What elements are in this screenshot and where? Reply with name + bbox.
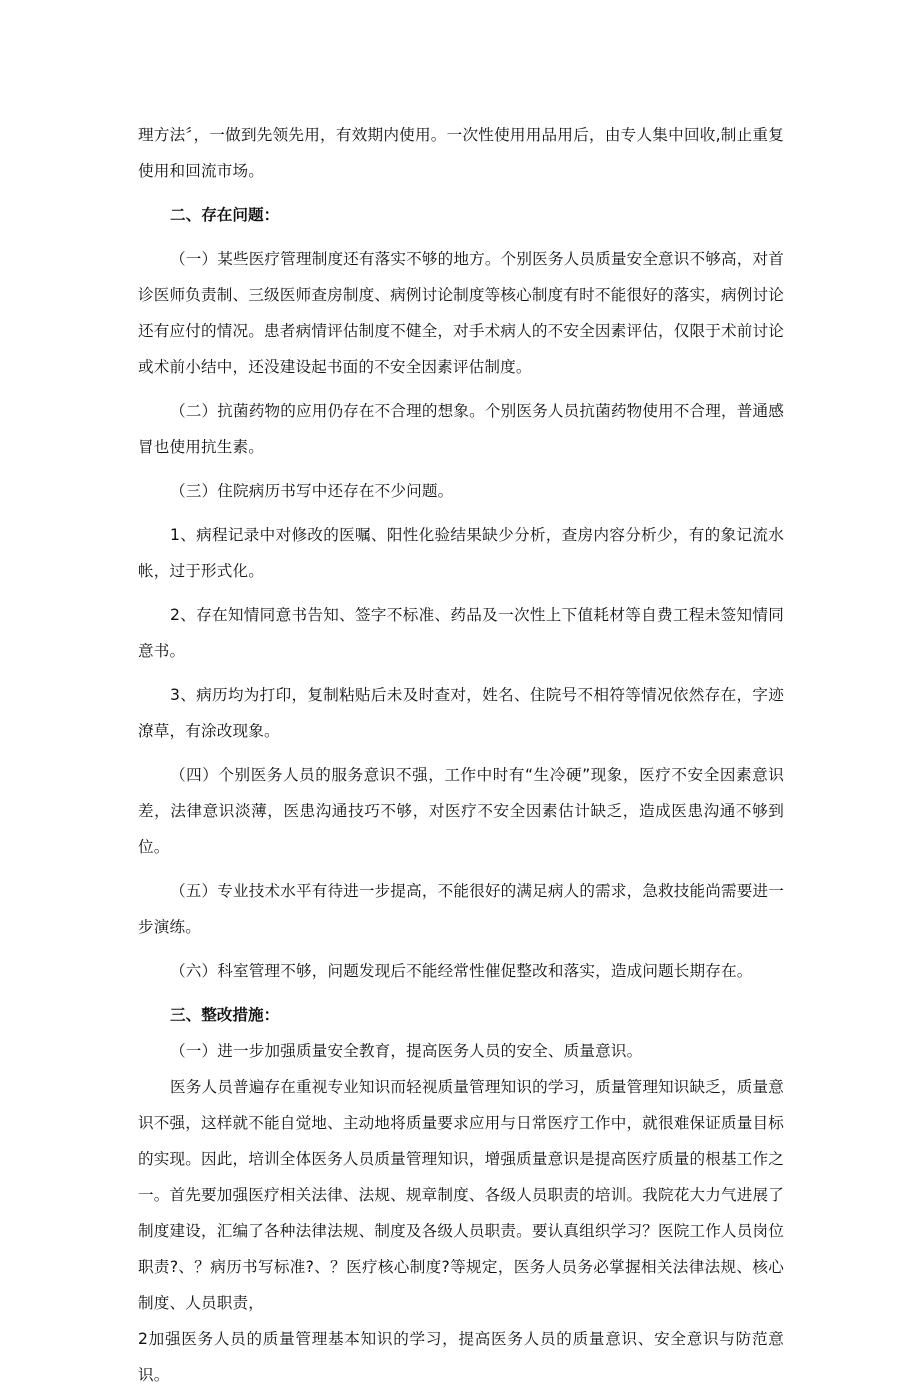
paragraph-problem-6: （六）科室管理不够，问题发现后不能经常性催促整改和落实，造成问题长期存在。 (170, 962, 753, 980)
document-body (138, 117, 784, 1393)
paragraph-problem-4: （四）个别医务人员的服务意识不强，工作中时有“生冷硬”现象，医疗不安全因素意识差，法律意识淡薄，医患沟通技巧不够，对医疗不安全因素估计缺乏，造成医患沟通不够到位。 (138, 766, 784, 856)
paragraph-problem-3: （三）住院病历书写中还存在不少问题。 (170, 482, 454, 500)
paragraph-item-2: 2、存在知情同意书告知、签字不标准、药品及一次性上下值耗材等自费工程未签知情同意书。 (138, 606, 784, 660)
section-heading-measures: 三、整改措施： (170, 1006, 280, 1024)
paragraph-item-3: 3、病历均为打印，复制粘贴后未及时查对，姓名、住院号不相符等情况依然存在，字迹潦草，有涂改现象。 (138, 686, 784, 740)
paragraph-measure-1: （一）进一步加强质量安全教育，提高医务人员的安全、质量意识。 (170, 1042, 643, 1060)
paragraph-problem-5: （五）专业技术水平有待进一步提高，不能很好的满足病人的需求，急救技能尚需要进一步演练。 (138, 882, 785, 936)
section-heading-problems: 二、存在问题： (170, 206, 280, 224)
paragraph-problem-2: （二）抗菌药物的应用仍存在不合理的想象。个别医务人员抗菌药物使用不合理，普通感冒也使用抗生素。 (138, 402, 785, 456)
paragraph-continuation: 理方法〞，一做到先领先用，有效期内使用。一次性使用用品用后，由专人集中回收,制止重复使用和回流市场。 (138, 126, 784, 180)
paragraph-measure-2: 2加强医务人员的质量管理基本知识的学习，提高医务人员的质量意识、安全意识与防范意识。 (138, 1330, 784, 1384)
paragraph-measure-1-body: 医务人员普遍存在重视专业知识而轻视质量管理知识的学习，质量管理知识缺乏，质量意识不强，这样就不能自觉地、主动地将质量要求应用与日常医疗工作中，就很难保证质量目标的实现。因此，培训全体医务人员质量管理知识，增强质量意识是提高医疗质量的根基工作之一。首先要加强医疗相关法律、法规、规章制度、各级人员职责的培训。我院花大力气进展了制度建设，汇编了各种法律法规、制度及各级人员职责。要认真组织学习？医院工作人员岗位职责?、？病历书写标准?、？医疗核心制度?等规定，医务人员务必掌握相关法律法规、核心制度、人员职责， (138, 1078, 785, 1312)
paragraph-problem-1: （一）某些医疗管理制度还有落实不够的地方。个别医务人员质量安全意识不够高，对首诊医师负责制、三级医师查房制度、病例讨论制度等核心制度有时不能很好的落实，病例讨论还有应付的情况。患者病情评估制度不健全，对手术病人的不安全因素评估，仅限于术前讨论或术前小结中，还没建设起书面的不安全因素评估制度。 (138, 250, 785, 376)
paragraph-item-1: 1、病程记录中对修改的医嘱、阳性化验结果缺少分析，查房内容分析少，有的象记流水帐，过于形式化。 (138, 526, 784, 580)
